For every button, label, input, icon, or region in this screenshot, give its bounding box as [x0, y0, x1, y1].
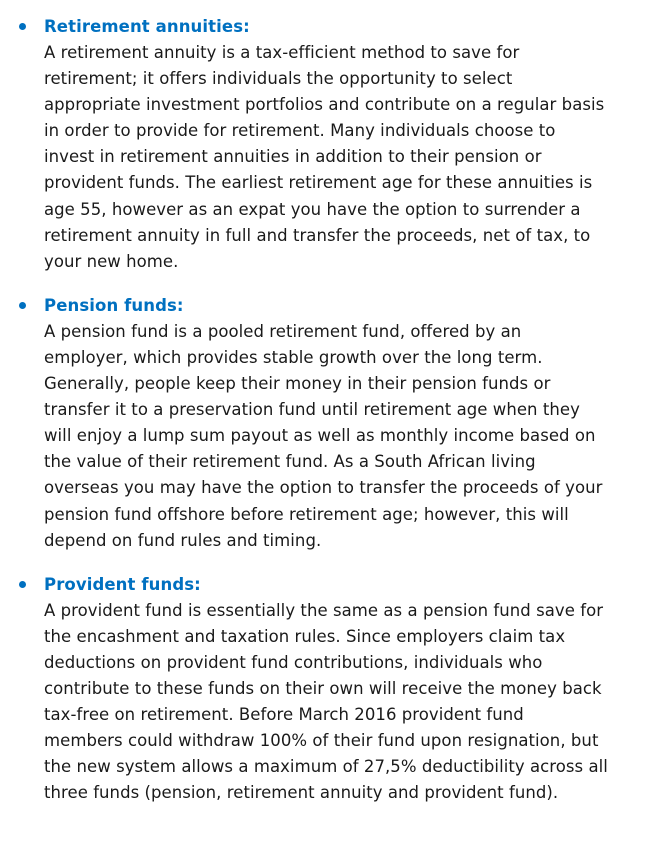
paragraph-line: provident funds. The earliest retirement age for these annuities is	[44, 173, 593, 193]
bullet-icon	[19, 23, 26, 30]
paragraph-line: three funds (pension, retirement annuity and provident fund).	[44, 783, 559, 803]
section-paragraph	[44, 598, 641, 807]
paragraph-line: A retirement annuity is a tax-efficient method to save for	[44, 43, 520, 62]
list-item-provident-funds	[0, 572, 649, 807]
paragraph-line: retirement; it offers individuals the opportunity to select	[44, 69, 513, 89]
paragraph-line: appropriate investment portfolios and contribute on a regular basis	[44, 95, 605, 115]
paragraph-line: in order to provide for retirement. Many individuals choose to	[44, 121, 556, 141]
paragraph-line: deductions on provident fund contributions, individuals who	[44, 652, 543, 672]
list-item-retirement-annuities	[0, 14, 649, 275]
paragraph-line: A provident fund is essentially the same as a pension fund save for	[44, 600, 604, 620]
bullet-icon	[19, 581, 26, 588]
section-heading: Retirement annuities:	[44, 17, 250, 36]
section-paragraph	[44, 40, 641, 275]
paragraph-line: pension fund offshore before retirement age; however, this will	[44, 504, 569, 524]
section-paragraph	[44, 319, 641, 554]
document-body	[0, 14, 649, 806]
bullet-icon	[19, 302, 26, 309]
paragraph-line: the value of their retirement fund. As a South African living	[44, 452, 536, 472]
paragraph-line: contribute to these funds on their own will receive the money back	[44, 678, 602, 698]
paragraph-line: members could withdraw 100% of their fund upon resignation, but	[44, 731, 599, 751]
paragraph-line: invest in retirement annuities in addition to their pension or	[44, 147, 542, 167]
paragraph-line: transfer it to a preservation fund until retirement age when they	[44, 400, 580, 420]
paragraph-line: employer, which provides stable growth over the long term.	[44, 347, 543, 367]
paragraph-line: will enjoy a lump sum payout as well as monthly income based on	[44, 426, 596, 446]
paragraph-line: age 55, however as an expat you have the option to surrender a	[44, 199, 581, 219]
paragraph-line: retirement annuity in full and transfer the proceeds, net of tax, to	[44, 225, 591, 245]
paragraph-line: tax-free on retirement. Before March 2016 provident fund	[44, 705, 524, 725]
paragraph-line: the new system allows a maximum of 27,5% deductibility across all	[44, 757, 608, 777]
section-heading: Pension funds:	[44, 295, 184, 315]
section-heading: Provident funds:	[44, 574, 201, 594]
paragraph-line: A pension fund is a pooled retirement fund, offered by an	[44, 321, 522, 341]
paragraph-line: the encashment and taxation rules. Since employers claim tax	[44, 626, 566, 646]
list-item-pension-funds	[0, 293, 649, 554]
paragraph-line: overseas you may have the option to transfer the proceeds of your	[44, 478, 603, 498]
paragraph-line: your new home.	[44, 251, 179, 271]
paragraph-line: Generally, people keep their money in their pension funds or	[44, 374, 551, 394]
paragraph-line: depend on fund rules and timing.	[44, 530, 322, 550]
